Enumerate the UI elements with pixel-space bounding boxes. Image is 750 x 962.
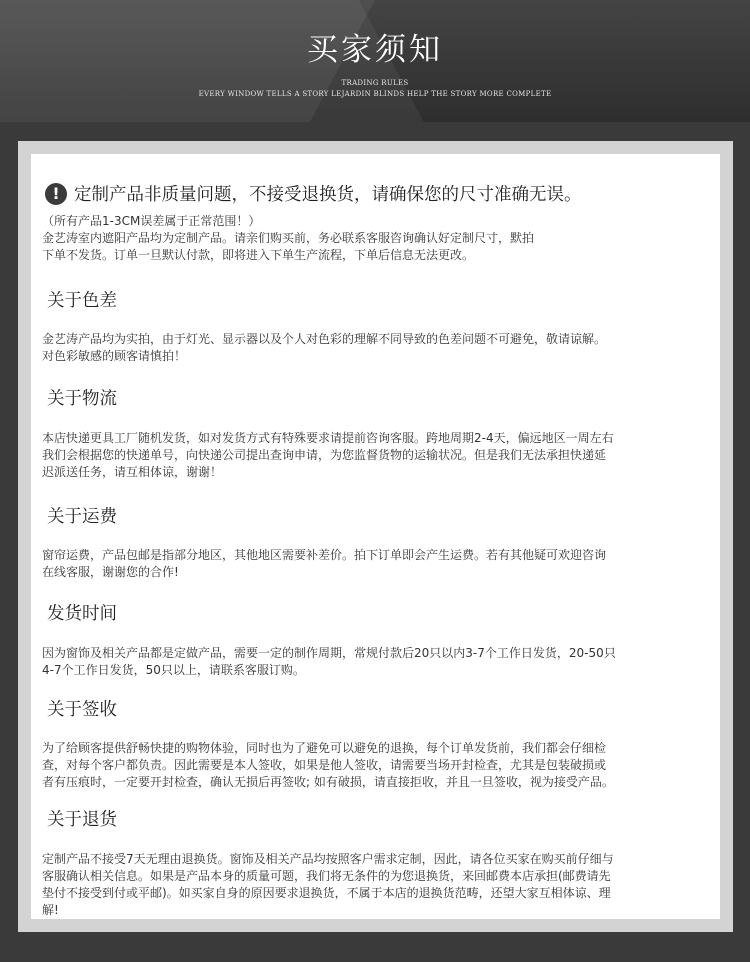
intro-line: （所有产品1-3CM误差属于正常范围！） xyxy=(42,214,261,228)
header-banner xyxy=(0,0,750,122)
section-line: 解! xyxy=(42,903,59,917)
exclamation-icon: ! xyxy=(45,183,67,205)
notice-text: 定制产品非质量问题，不接受退换货，请确保您的尺寸准确无误。 xyxy=(74,185,582,205)
intro-line: 金艺涛室内遮阳产品均为定制产品。请亲们购买前，务必联系客服咨询确认好定制尺寸，默拍 xyxy=(42,231,535,245)
section-body-delivery-time xyxy=(42,645,717,679)
content-panel xyxy=(18,141,733,932)
header-tagline: EVERY WINDOW TELLS A STORY LEJARDIN BLINDS HELP THE STORY MORE COMPLETE xyxy=(198,90,552,98)
section-body-color-difference xyxy=(42,331,717,365)
intro-line: 下单不发货。订单一旦默认付款，即将进入下单生产流程，下单后信息无法更改。 xyxy=(42,248,475,262)
section-line: 窗帘运费，产品包邮是指部分地区，其他地区需要补差价。拍下订单即会产生运费。若有其他疑可欢迎咨询 xyxy=(42,548,607,562)
rules-card xyxy=(31,154,720,919)
header-subtitle: TRADING RULES xyxy=(341,79,409,87)
section-line: 客服确认相关信息。如果是产品本身的质量可题，我们将无条件的为您退换货，来回邮费本店承担(邮费请先 xyxy=(42,869,611,883)
section-title-shipping-fee: 关于运费 xyxy=(47,507,117,527)
section-line: 金艺涛产品均为实拍，由于灯光、显示器以及个人对色彩的理解不同导致的色差问题不可避免，敬请谅解。 xyxy=(42,332,607,346)
section-line: 为了给顾客提供舒畅快捷的购物体验，同时也为了避免可以避免的退换，每个订单发货前，我们都会仔细检 xyxy=(42,741,607,755)
section-line: 因为窗饰及相关产品都是定做产品，需要一定的制作周期，常规付款后20只以内3-7个工作日发货，20-50只 xyxy=(42,646,616,660)
section-body-logistics xyxy=(42,430,717,481)
section-line: 本店快递更具工厂随机发货，如对发货方式有特殊要求请提前咨询客服。跨地周期2-4天，偏远地区一周左右 xyxy=(42,431,614,445)
intro-text xyxy=(42,213,712,264)
section-line: 4-7个工作日发货，50只以上，请联系客服订购。 xyxy=(42,663,305,677)
section-line: 查，对每个客户都负责。因此需要是本人签收，如果是他人签收，请需要当场开封检查，尤其是包装破损或 xyxy=(42,758,607,772)
section-title-sign-for: 关于签收 xyxy=(47,700,117,720)
section-line: 在线客服，谢谢您的合作! xyxy=(42,565,179,579)
section-line: 垫付不接受到付或平邮)。如买家自身的原因要求退换货，不属于本店的退换货范畴，还望大家互相体谅、理 xyxy=(42,886,611,900)
section-title-color-difference: 关于色差 xyxy=(47,291,117,311)
section-line: 对色彩敏感的顾客请慎拍！ xyxy=(42,349,187,363)
section-body-returns xyxy=(42,851,717,919)
section-body-sign-for xyxy=(42,740,717,791)
notice xyxy=(45,181,582,206)
page-title: 买家须知 xyxy=(307,32,443,68)
section-title-logistics: 关于物流 xyxy=(47,389,117,409)
section-line: 者有压痕时，一定要开封检查，确认无损后再签收; 如有破损，请直接拒收，并且一旦签收，视为接受产品。 xyxy=(42,775,614,789)
section-line: 我们会根据您的快递单号，向快递公司提出查询申请，为您监督货物的运输状况。但是我们无法承担快递延 xyxy=(42,448,607,462)
section-line: 迟派送任务，请互相体谅，谢谢！ xyxy=(42,465,223,479)
section-line: 定制产品不接受7天无理由退换货。窗饰及相关产品均按照客户需求定制，因此，请各位买家在购买前仔细与 xyxy=(42,852,614,866)
section-title-returns: 关于退货 xyxy=(47,810,117,830)
section-body-shipping-fee xyxy=(42,547,717,581)
section-title-delivery-time: 发货时间 xyxy=(47,604,117,624)
